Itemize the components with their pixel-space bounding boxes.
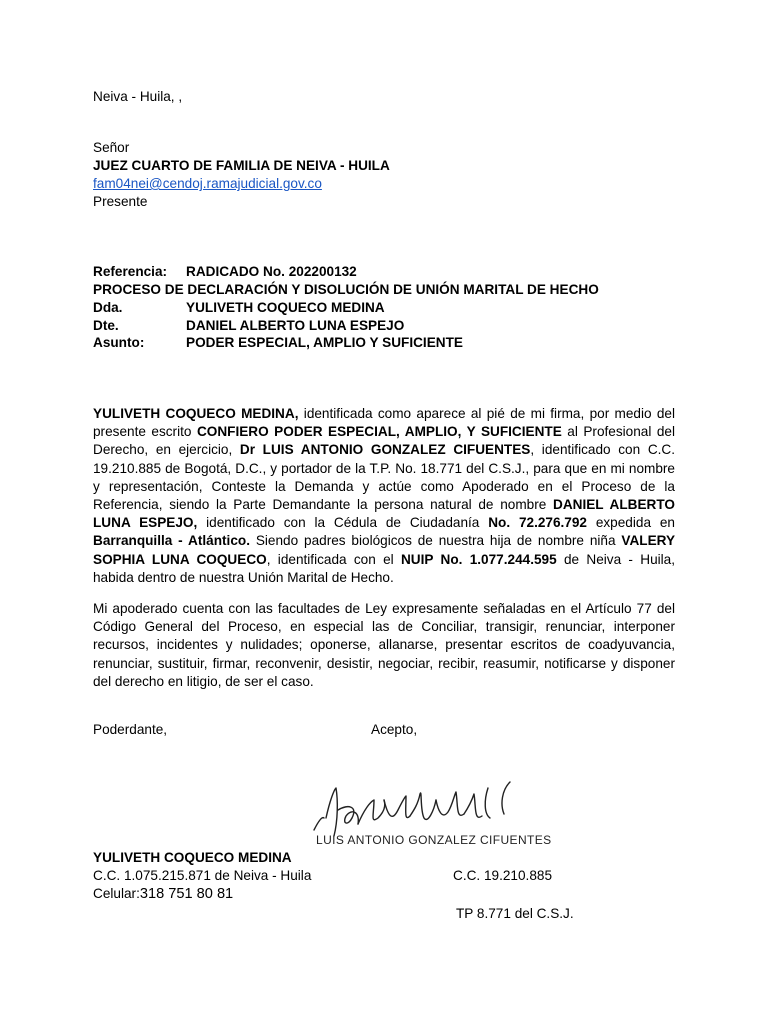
plaintiff-city: Barranquilla - Atlántico. (93, 533, 250, 549)
client-phone-line (93, 886, 233, 902)
poderdante-label: Poderdante, (93, 722, 168, 737)
email-link[interactable]: fam04nei@cendoj.ramajudicial.gov.co (93, 176, 322, 191)
client-name: YULIVETH COQUECO MEDINA (93, 850, 292, 865)
p1-text-4: identificado con la Cédula de Ciudadanía (197, 515, 489, 531)
asunto-label: Asunto: (93, 335, 145, 350)
p1-text-7: , identificada con el (266, 551, 401, 567)
p1-text-6: Siendo padres biológicos de nuestra hija de nombre niña (249, 533, 622, 549)
dda-label: Dda. (93, 300, 123, 315)
confiero-poder: CONFIERO PODER ESPECIAL, AMPLIO, Y SUFICIENTE (196, 424, 562, 440)
salutation: Señor (93, 140, 130, 155)
place-date: Neiva - Huila, , (93, 89, 183, 104)
ref-label: Referencia: (93, 264, 168, 279)
lawyer-cc: C.C. 19.210.885 (453, 868, 552, 883)
addressee: JUEZ CUARTO DE FAMILIA DE NEIVA - HUILA (93, 158, 390, 173)
grantor-name: YULIVETH COQUECO MEDINA, (93, 406, 299, 421)
process-title: PROCESO DE DECLARACIÓN Y DISOLUCIÓN DE UNIÓN MARITAL DE HECHO (93, 282, 599, 297)
acepto-label: Acepto, (371, 722, 418, 737)
ref-value: RADICADO No. 202200132 (186, 264, 357, 279)
paragraph-2: Mi apoderado cuenta con las facultades de Ley expresamente señaladas en el Artículo 77 del Código General del Proceso, en especial las de Conciliar, transigir, renunciar, interponer recursos, incidentes y nulidades; oponerse, allanarse, presentar escritos de coadyuvancia, renunciar, sustituir, firmar, reconvenir, desistir, negociar, recibir, reasumir, notificarse y disponer del derecho en litigio, de ser el caso. (93, 601, 675, 689)
lawyer-name-inline: Dr LUIS ANTONIO GONZALEZ CIFUENTES (239, 442, 531, 458)
daughter-nuip: NUIP No. 1.077.244.595 (400, 551, 557, 567)
p1-text-8: de Neiva - Huila, habida dentro de nuestra Unión Marital de Hecho. (93, 551, 676, 585)
lawyer-signature (308, 770, 568, 850)
dte-value: DANIEL ALBERTO LUNA ESPEJO (186, 318, 405, 333)
p1-text-5: expedida en (586, 515, 675, 531)
plaintiff-name: DANIEL ALBERTO LUNA ESPEJO, (93, 497, 676, 531)
paragraph-1 (93, 405, 675, 587)
dda-value: YULIVETH COQUECO MEDINA (186, 300, 385, 315)
lawyer-tp: TP 8.771 del C.S.J. (456, 906, 574, 921)
p1-text-1: identificada como aparece al pié de mi firma, por medio del presente escrito (93, 406, 676, 440)
daughter-name: VALERY SOPHIA LUNA COQUECO (93, 533, 676, 567)
p1-text-2: al Profesional del Derecho, en ejercicio, (93, 424, 675, 458)
phone-label: Celular: (93, 886, 140, 901)
lawyer-printed-name: LUIS ANTONIO GONZALEZ CIFUENTES (316, 833, 552, 847)
phone-number: 318 751 80 81 (139, 886, 234, 902)
presente: Presente (93, 194, 148, 209)
asunto-value: PODER ESPECIAL, AMPLIO Y SUFICIENTE (186, 335, 463, 350)
client-cc: C.C. 1.075.215.871 de Neiva - Huila (93, 868, 312, 883)
p1-text-3: , identificado con C.C. 19.210.885 de Bogotá, D.C., y portador de la T.P. No. 18.771 del C.S.J., para que en mi nombre y representación, Conteste la Demanda y actúe como Apoderado en el Proceso de la Referencia, siendo la Parte Demandante la persona natural de nombre (93, 442, 676, 513)
dte-label: Dte. (93, 318, 119, 333)
plaintiff-cedula: No. 72.276.792 (488, 515, 587, 531)
